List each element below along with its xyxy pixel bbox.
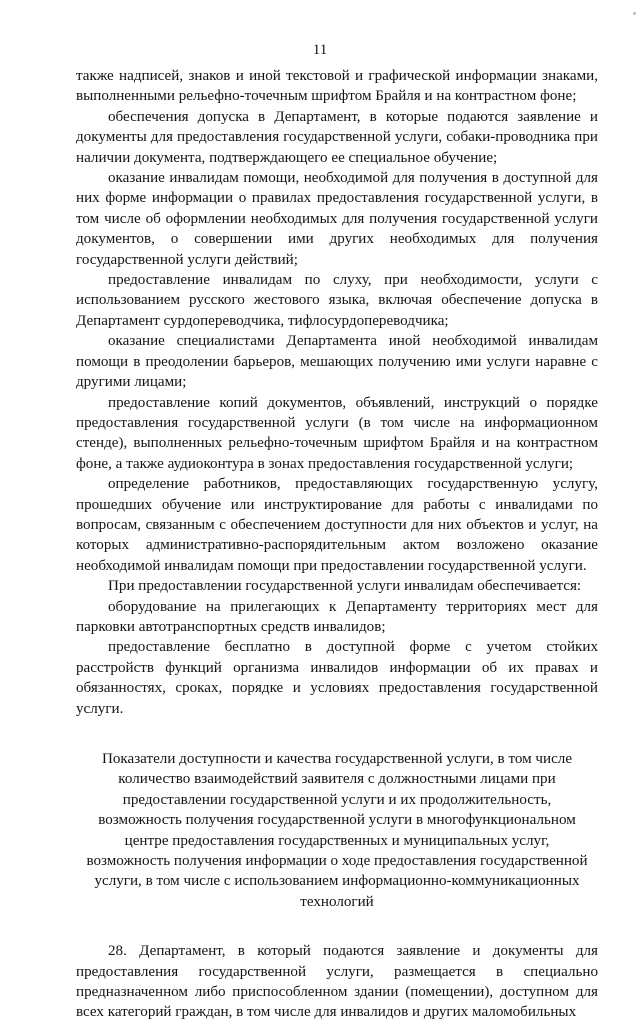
page-number: 11 (312, 42, 328, 58)
document-body (76, 66, 598, 1023)
paragraph-item-28: 28. Департамент, в который подаются заявление и документы для предоставления государственной услуги, размещается в специально предназначенном либо приспособленном здании (помещении), доступном для всех категорий граждан, в том числе для инвалидов и других маломобильных (76, 943, 598, 1021)
paragraph-free-information: предоставление бесплатно в доступной форме с учетом стойких расстройств функций организма инвалидов информации об их правах и обязанностях, сроках, порядке и условиях предоставления государственной услуги. (76, 639, 598, 717)
paragraph-staff-training: определение работников, предоставляющих государственную услугу, прошедших обучение или инструктирование для работы с инвалидами по вопросам, связанным с обеспечением доступности для них объектов и услуг, на которых административно-распорядительным актом возложено оказание необходимой инвалидам помощи при предоставлении государственной услуги. (76, 476, 598, 574)
paragraph-braille-signs: также надписей, знаков и иной текстовой и графической информации знаками, выполненными рельефно-точечным шрифтом Брайля и на контрастном фоне; (76, 68, 598, 105)
spacer (76, 734, 598, 749)
section-heading: Показатели доступности и качества государственной услуги, в том числе количество взаимодействий заявителя с должностными лицами при предоставлении государственной услуги и их продолжительность, возможность получения государственной услуги в многофункциональном центре предоставления государственных и муниципальных услуг, возможность получения информации о ходе предоставления государственной услуги, в том числе с использованием информационно-коммуникационных технологий (86, 751, 588, 910)
paragraph-sign-language: предоставление инвалидам по слуху, при необходимости, услуги с использованием русского жестового языка, включая обеспечение допуска в Департамент сурдопереводчика, тифлосурдопереводчика; (76, 272, 598, 329)
scan-edge-mark (633, 12, 636, 15)
paragraph-parking: оборудование на прилегающих к Департаменту территориях мест для парковки автотранспортных средств инвалидов; (76, 598, 598, 635)
paragraph-barrier-help: оказание специалистами Департамента иной необходимой инвалидам помощи в преодолении барьеров, мешающих получению ими услуги наравне с другими лицами; (76, 333, 598, 391)
paragraph-document-copies: предоставление копий документов, объявлений, инструкций о порядке предоставления государственной услуги (в том числе на информационном стенде), выполненных рельефно-точечным шрифтом Брайля и на контрастном фоне, а также аудиоконтура в зонах предоставления государственной услуги; (76, 394, 598, 472)
paragraph-assistance-info: оказание инвалидам помощи, необходимой для получения в доступной для них форме информации о правилах предоставления государственной услуги, в том числе об оформлении необходимых для получения государственной услуги документов, о совершении ими других необходимых для получения государственной услуги действий; (76, 170, 598, 268)
paragraph-guide-dog: обеспечения допуска в Департамент, в которые подаются заявление и документы для предоставления государственной услуги, собаки-проводника при наличии документа, подтверждающего ее специальное обучение; (76, 108, 598, 166)
spacer (76, 912, 598, 941)
spacer (76, 719, 598, 734)
paragraph-provision-intro: При предоставлении государственной услуги инвалидам обеспечивается: (108, 578, 582, 595)
